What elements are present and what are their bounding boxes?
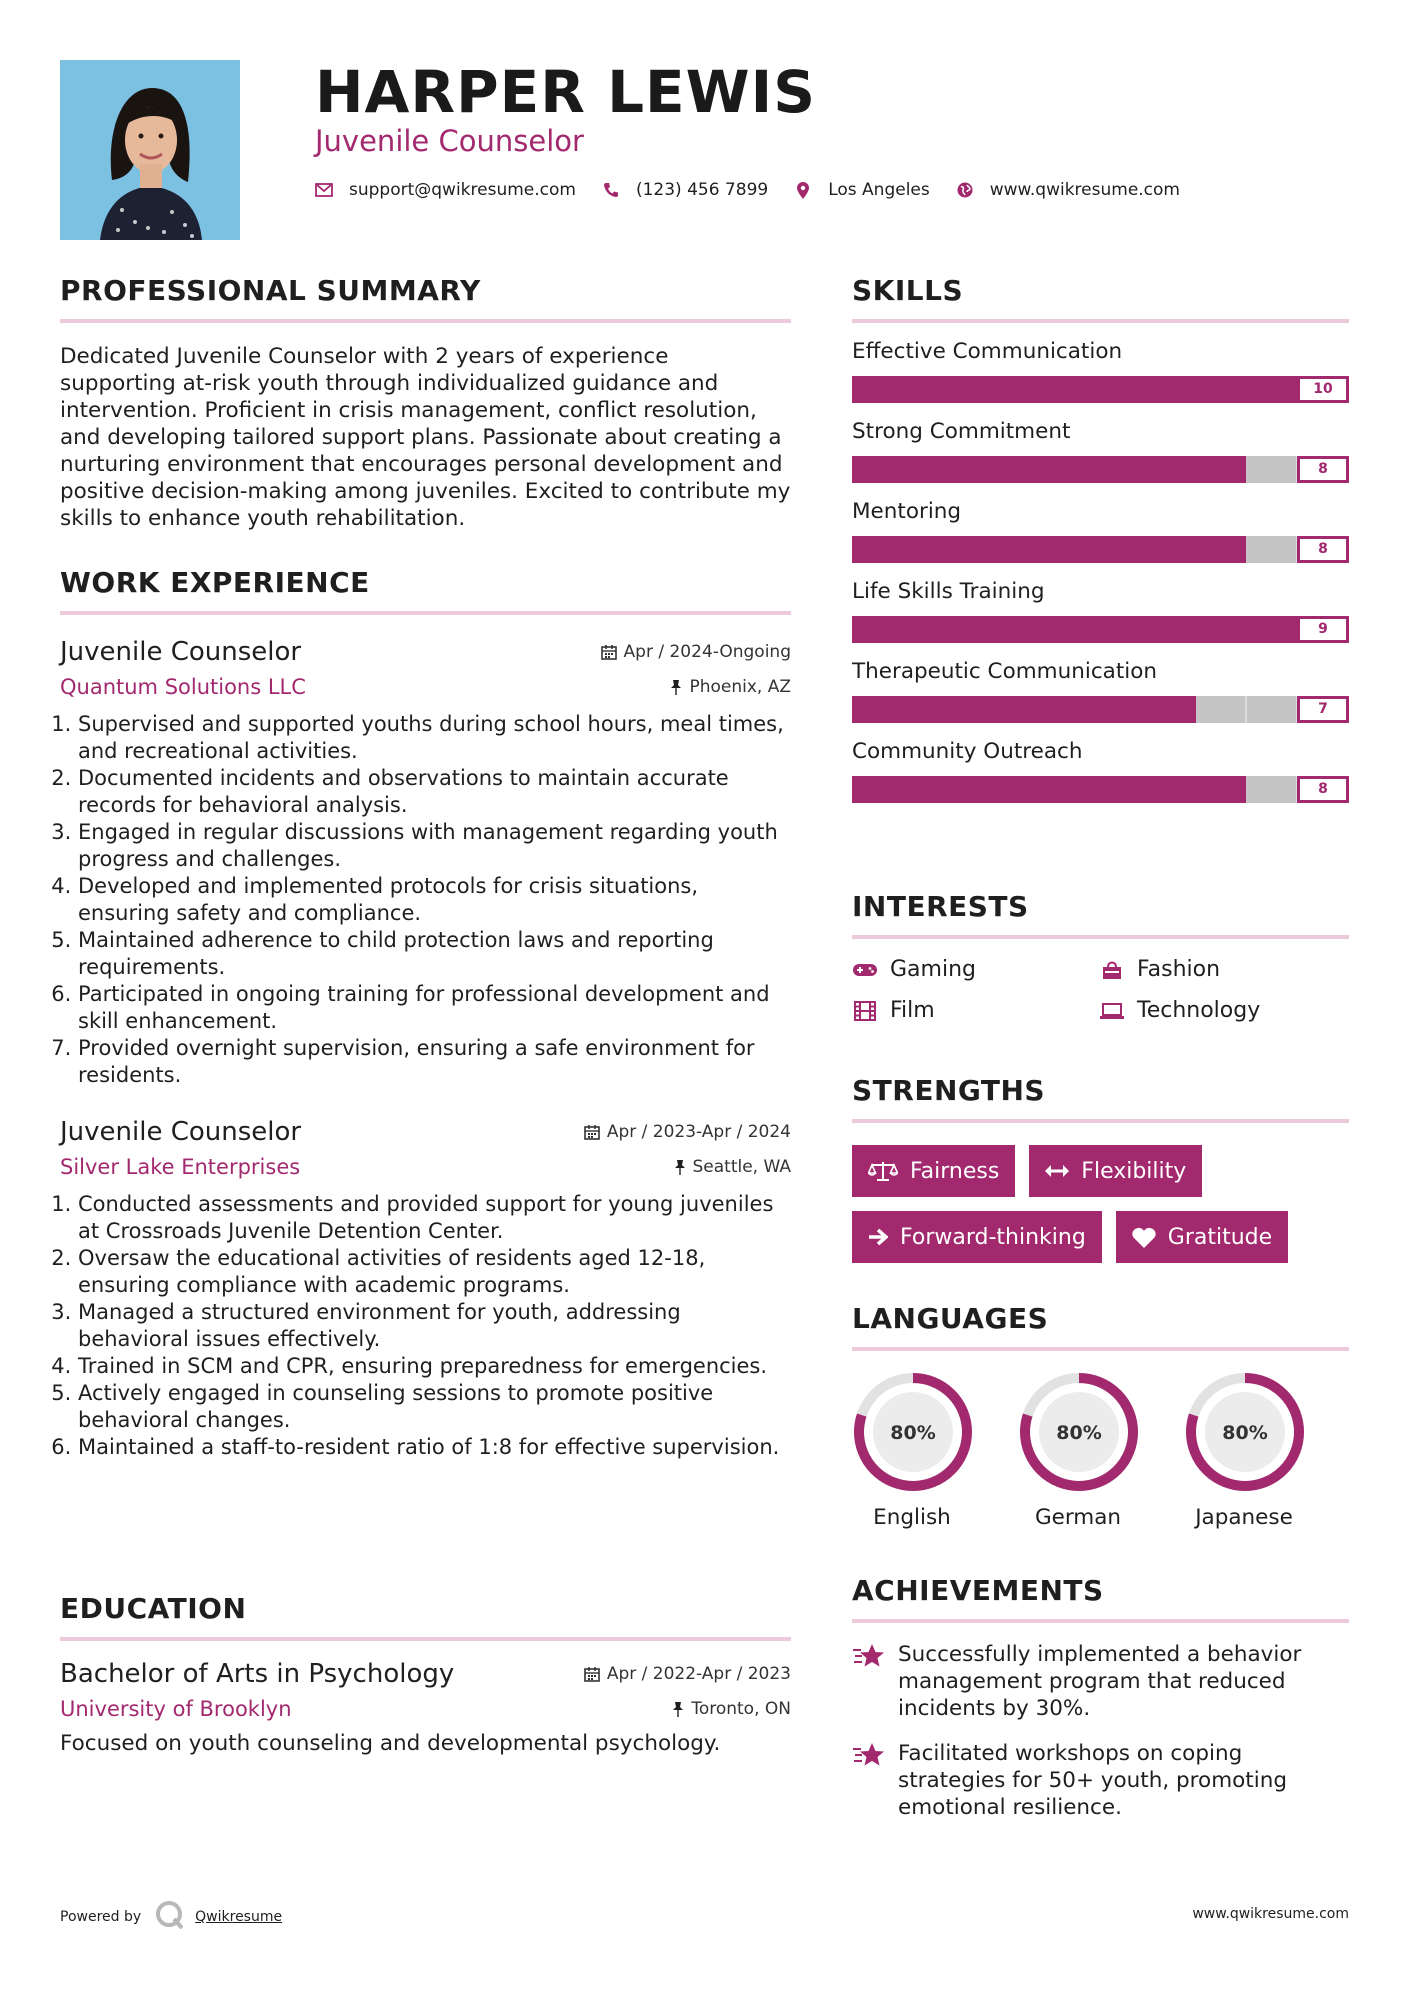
list-item: 4. Trained in SCM and CPR, ensuring preparedness for emergencies. bbox=[78, 1353, 791, 1380]
strength-chip: Fairness bbox=[852, 1145, 1015, 1197]
language-name: Japanese bbox=[1195, 1505, 1293, 1530]
skill-name: Life Skills Training bbox=[852, 579, 1045, 604]
skill-score-badge: 10 bbox=[1297, 376, 1349, 403]
skill-segment-filled bbox=[951, 456, 1000, 483]
skill-score-badge: 7 bbox=[1297, 696, 1349, 723]
balance-scale-icon bbox=[868, 1160, 898, 1182]
skill-segment-filled bbox=[902, 376, 952, 403]
language-progress-ring bbox=[1018, 1371, 1140, 1493]
skill-segment-filled bbox=[1098, 456, 1147, 483]
achievements-heading: ACHIEVEMENTS bbox=[852, 1574, 1349, 1623]
experience-section bbox=[60, 566, 791, 1461]
job-location: Seattle, WA bbox=[674, 1157, 792, 1177]
skill-name: Effective Communication bbox=[852, 339, 1123, 364]
contact-bar bbox=[315, 180, 1206, 200]
education-location: Toronto, ON bbox=[672, 1699, 791, 1719]
job-entry bbox=[60, 1117, 791, 1461]
skill-item bbox=[852, 339, 1349, 403]
skill-segment-filled bbox=[1197, 776, 1246, 803]
map-pin-icon bbox=[794, 181, 812, 199]
skill-item bbox=[852, 419, 1349, 483]
skills-heading: SKILLS bbox=[852, 274, 1349, 323]
job-duties-list bbox=[60, 711, 791, 1089]
skill-segment-filled bbox=[852, 376, 902, 403]
skill-segment-filled bbox=[951, 536, 1000, 563]
skill-segment-filled bbox=[852, 616, 902, 643]
skill-segment-filled bbox=[999, 696, 1048, 723]
skill-segment-filled bbox=[852, 776, 901, 803]
language-item bbox=[1184, 1371, 1350, 1530]
skills-section bbox=[852, 274, 1349, 803]
skill-segment-filled bbox=[902, 616, 952, 643]
skill-segment-filled bbox=[1049, 536, 1098, 563]
skill-segment-empty bbox=[1246, 776, 1297, 803]
skill-score-badge: 8 bbox=[1297, 456, 1349, 483]
job-role: Juvenile Counselor bbox=[60, 1117, 302, 1147]
list-item: 2. Documented incidents and observations to maintain accurate records for behavioral analysis. bbox=[78, 765, 791, 819]
language-percent: 80% bbox=[1222, 1422, 1268, 1444]
skill-segment-filled bbox=[1200, 376, 1250, 403]
skill-segment-filled bbox=[1148, 776, 1197, 803]
language-name: German bbox=[1034, 1505, 1122, 1530]
job-role: Juvenile Counselor bbox=[60, 637, 302, 667]
skill-segment-filled bbox=[901, 776, 950, 803]
skill-segment-filled bbox=[1148, 456, 1197, 483]
skill-score-badge: 8 bbox=[1297, 536, 1349, 563]
skill-segment-filled bbox=[1048, 696, 1097, 723]
skill-segment-filled bbox=[1049, 456, 1098, 483]
skill-level-bar bbox=[852, 696, 1349, 723]
skill-segment-filled bbox=[1001, 616, 1051, 643]
phone-icon bbox=[602, 181, 620, 199]
skill-segment-filled bbox=[1000, 536, 1049, 563]
arrows-horizontal-icon bbox=[1045, 1164, 1069, 1178]
achievements-section bbox=[852, 1574, 1349, 1821]
skill-segment-filled bbox=[951, 776, 1000, 803]
star-achievement-icon bbox=[852, 1641, 888, 1722]
interests-grid bbox=[852, 957, 1349, 1023]
skill-segment-filled bbox=[852, 696, 901, 723]
globe-icon bbox=[956, 181, 974, 199]
interest-item: Technology bbox=[1099, 998, 1349, 1023]
skill-segment-filled bbox=[1250, 376, 1300, 403]
achievement-text: Facilitated workshops on coping strategies for 50+ youth, promoting emotional resilience. bbox=[898, 1741, 1287, 1820]
calendar-icon bbox=[584, 1124, 600, 1140]
achievement-item bbox=[852, 1740, 1349, 1821]
skill-segment-filled bbox=[1199, 616, 1249, 643]
list-item: 3. Managed a structured environment for youth, addressing behavioral issues effectively. bbox=[78, 1299, 791, 1353]
interests-heading: INTERESTS bbox=[852, 890, 1349, 939]
skill-segment-filled bbox=[1097, 696, 1146, 723]
skill-segment-filled bbox=[1098, 536, 1147, 563]
job-dates: Apr / 2024-Ongoing bbox=[601, 642, 791, 662]
education-section bbox=[60, 1592, 791, 1756]
skill-score-badge: 9 bbox=[1297, 616, 1349, 643]
education-description: Focused on youth counseling and developmental psychology. bbox=[60, 1731, 721, 1756]
calendar-icon bbox=[584, 1666, 600, 1682]
job-company: Quantum Solutions LLC bbox=[60, 675, 306, 699]
location-text: Los Angeles bbox=[828, 180, 930, 200]
list-item: 5. Maintained adherence to child protection laws and reporting requirements. bbox=[78, 927, 791, 981]
star-achievement-icon bbox=[852, 1740, 888, 1821]
film-icon bbox=[852, 1000, 878, 1022]
achievement-text: Successfully implemented a behavior management program that reduced incidents by 30%. bbox=[898, 1642, 1302, 1721]
list-item: 7. Provided overnight supervision, ensuring a safe environment for residents. bbox=[78, 1035, 791, 1089]
skill-item bbox=[852, 499, 1349, 563]
language-progress-ring bbox=[852, 1371, 974, 1493]
skill-segment-filled bbox=[901, 696, 950, 723]
skill-item bbox=[852, 739, 1349, 803]
pushpin-icon bbox=[674, 1159, 686, 1175]
job-company: Silver Lake Enterprises bbox=[60, 1155, 301, 1179]
job-entry bbox=[60, 637, 791, 1089]
skill-segment-filled bbox=[1248, 616, 1298, 643]
list-item: 4. Developed and implemented protocols for crisis situations, ensuring safety and compliance. bbox=[78, 873, 791, 927]
skill-level-bar bbox=[852, 616, 1349, 643]
skill-segment-filled bbox=[1000, 776, 1049, 803]
skill-segment-filled bbox=[852, 536, 901, 563]
skill-level-bar bbox=[852, 776, 1349, 803]
skill-segment-filled bbox=[950, 696, 999, 723]
education-entry bbox=[60, 1659, 791, 1756]
footer-powered-by bbox=[60, 1900, 282, 1934]
skill-segment-filled bbox=[1050, 616, 1100, 643]
languages-heading: LANGUAGES bbox=[852, 1302, 1349, 1351]
languages-section bbox=[852, 1302, 1349, 1530]
phone-number[interactable]: (123) 456 7899 bbox=[635, 180, 769, 200]
strengths-list bbox=[852, 1145, 1349, 1263]
interests-section bbox=[852, 890, 1349, 1023]
skill-segment-empty bbox=[1196, 696, 1247, 723]
skill-name: Therapeutic Communication bbox=[852, 659, 1158, 684]
list-item: 1. Conducted assessments and provided support for young juveniles at Crossroads Juvenile Detention Center. bbox=[78, 1191, 791, 1245]
envelope-icon bbox=[315, 181, 333, 199]
skill-name: Mentoring bbox=[852, 499, 962, 524]
interest-item: Film bbox=[852, 998, 1099, 1023]
degree-title: Bachelor of Arts in Psychology bbox=[60, 1659, 455, 1689]
skills-list bbox=[852, 339, 1349, 803]
skill-segment-filled bbox=[1049, 776, 1098, 803]
shopping-bag-icon bbox=[1099, 959, 1125, 981]
strength-chip: Gratitude bbox=[1116, 1211, 1288, 1263]
laptop-icon bbox=[1099, 1000, 1125, 1022]
pushpin-icon bbox=[670, 679, 682, 695]
heart-icon bbox=[1132, 1227, 1156, 1248]
experience-heading: WORK EXPERIENCE bbox=[60, 566, 791, 615]
strength-chip: Flexibility bbox=[1029, 1145, 1202, 1197]
skill-item bbox=[852, 579, 1349, 643]
languages-list bbox=[852, 1371, 1349, 1530]
interest-item: Fashion bbox=[1099, 957, 1349, 982]
skill-segment-filled bbox=[1000, 456, 1049, 483]
candidate-title: Juvenile Counselor bbox=[315, 124, 584, 158]
job-duties-list bbox=[60, 1191, 791, 1461]
qwikresume-link[interactable]: Qwikresume bbox=[195, 1909, 283, 1925]
summary-text: Dedicated Juvenile Counselor with 2 years of experience supporting at-risk youth through individualized guidance and intervention. Proficient in crisis management, conflict resolution, and developing tailored support plans. Passionate about creating a nurturing environment that encourages personal development and positive decision-making among juveniles. Excited to contribute my skills to enhance youth rehabilitation. bbox=[60, 344, 791, 531]
website-link[interactable]: www.qwikresume.com bbox=[989, 180, 1180, 200]
job-location: Phoenix, AZ bbox=[670, 677, 791, 697]
skill-segment-filled bbox=[1147, 696, 1196, 723]
skill-segment-filled bbox=[852, 456, 901, 483]
skill-segment-filled bbox=[1149, 616, 1199, 643]
strengths-section bbox=[852, 1074, 1349, 1263]
language-name: English bbox=[873, 1505, 951, 1530]
language-percent: 80% bbox=[1056, 1422, 1102, 1444]
skill-segment-empty bbox=[1247, 696, 1298, 723]
skill-segment-filled bbox=[1197, 456, 1246, 483]
summary-heading: PROFESSIONAL SUMMARY bbox=[60, 274, 791, 323]
job-dates: Apr / 2023-Apr / 2024 bbox=[584, 1122, 791, 1142]
interest-item: Gaming bbox=[852, 957, 1099, 982]
skill-segment-filled bbox=[901, 456, 950, 483]
skill-level-bar bbox=[852, 456, 1349, 483]
candidate-name: HARPER LEWIS bbox=[315, 58, 816, 126]
skill-segment-filled bbox=[1098, 776, 1147, 803]
skill-segment-filled bbox=[951, 616, 1001, 643]
skill-name: Strong Commitment bbox=[852, 419, 1071, 444]
skill-segment-filled bbox=[1100, 616, 1150, 643]
list-item: 3. Engaged in regular discussions with management regarding youth progress and challenges. bbox=[78, 819, 791, 873]
education-heading: EDUCATION bbox=[60, 1592, 791, 1641]
skill-segment-filled bbox=[951, 376, 1001, 403]
qwikresume-logo-icon bbox=[155, 1900, 185, 1934]
education-dates: Apr / 2022-Apr / 2023 bbox=[584, 1664, 791, 1684]
skill-item bbox=[852, 659, 1349, 723]
skill-segment-filled bbox=[1101, 376, 1151, 403]
summary-section bbox=[60, 274, 791, 532]
calendar-icon bbox=[601, 644, 617, 660]
list-item: 6. Maintained a staff-to-resident ratio of 1:8 for effective supervision. bbox=[78, 1434, 791, 1461]
skill-segment-filled bbox=[901, 536, 950, 563]
language-progress-ring bbox=[1184, 1371, 1306, 1493]
language-percent: 80% bbox=[890, 1422, 936, 1444]
list-item: 2. Oversaw the educational activities of residents aged 12-18, ensuring compliance with academic programs. bbox=[78, 1245, 791, 1299]
school-name: University of Brooklyn bbox=[60, 1697, 292, 1721]
strength-chip: Forward-thinking bbox=[852, 1211, 1102, 1263]
skill-segment-filled bbox=[1051, 376, 1101, 403]
profile-photo bbox=[60, 60, 240, 240]
skill-segment-filled bbox=[1148, 536, 1197, 563]
skill-segment-empty bbox=[1246, 456, 1297, 483]
list-item: 5. Actively engaged in counseling sessions to promote positive behavioral changes. bbox=[78, 1380, 791, 1434]
skill-segment-empty bbox=[1246, 536, 1297, 563]
gamepad-icon bbox=[852, 959, 878, 981]
powered-by-label: Powered by bbox=[60, 1909, 142, 1925]
skill-segment-filled bbox=[1001, 376, 1051, 403]
skill-name: Community Outreach bbox=[852, 739, 1083, 764]
skill-level-bar bbox=[852, 536, 1349, 563]
skill-score-badge: 8 bbox=[1297, 776, 1349, 803]
strengths-heading: STRENGTHS bbox=[852, 1074, 1349, 1123]
list-item: 6. Participated in ongoing training for professional development and skill enhancement. bbox=[78, 981, 791, 1035]
arrow-right-icon bbox=[868, 1228, 888, 1246]
skill-segment-filled bbox=[1197, 536, 1246, 563]
pushpin-icon bbox=[672, 1701, 684, 1717]
achievement-item bbox=[852, 1641, 1349, 1722]
footer-website[interactable]: www.qwikresume.com bbox=[1192, 1906, 1349, 1922]
skill-segment-filled bbox=[1150, 376, 1200, 403]
email-link[interactable]: support@qwikresume.com bbox=[349, 180, 576, 200]
list-item: 1. Supervised and supported youths during school hours, meal times, and recreational activities. bbox=[78, 711, 791, 765]
skill-level-bar bbox=[852, 376, 1349, 403]
